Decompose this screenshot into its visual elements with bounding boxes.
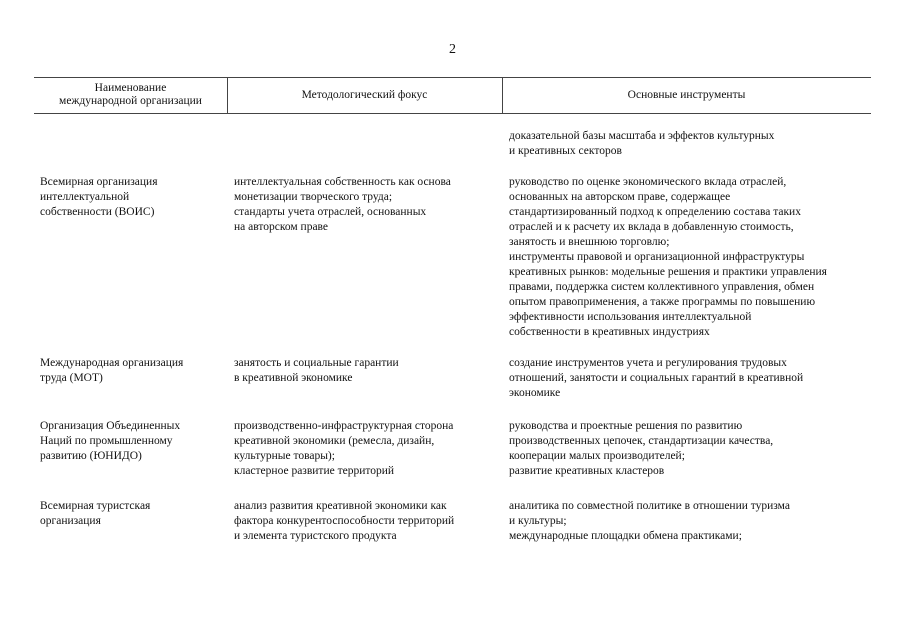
header-tools [502,77,871,113]
table-row-unido-focus: производственно-инфраструктурная сторона креативной экономики (ремесла, дизайн, культурные товары); кластерное развитие территорий [234,420,454,477]
header-focus [227,77,502,113]
table-row-unido-organization: Организация Объединенных Наций по промышленному развитию (ЮНИДО) [40,420,181,462]
table-row-unwto-tools: аналитика по совместной политике в отношении туризма и культуры; международные площадки обмена практиками; [509,500,790,542]
header-organization-text: Наименование международной организации [59,82,202,107]
table-row-wipo-tools: руководство по оценке экономического вклада отраслей, основанных на авторском праве, содержащее стандартизированный подход к определению состава таких отраслей и к расчету их вклада в добавленную стоимость, занятость и внешнюю торговлю; инструменты правовой и организационной инфраструктуры креативных рынков: модельные решения и практики управления правами, поддержка систем коллективного управления, обмен опытом правоприменения, а также программы по повышению эффективности использования интеллектуальной собственности в креативных индустриях [509,176,827,338]
table-row-unwto-focus: анализ развития креативной экономики как фактора конкурентоспособности территорий и элемента туристского продукта [234,500,455,542]
table-row-unwto-organization: Всемирная туристская организация [40,500,151,527]
table-row-ilo-focus: занятость и социальные гарантии в креативной экономике [234,357,399,384]
continuation-cell: доказательной базы масштаба и эффектов культурных и креативных секторов [509,130,775,157]
table-row-wipo-organization: Всемирная организация интеллектуальной собственности (ВОИС) [40,176,158,218]
header-focus-text: Методологический фокус [301,88,428,101]
page-number: 2 [449,42,456,57]
table-row-ilo-tools: создание инструментов учета и регулирования трудовых отношений, занятости и социальных гарантий в креативной экономике [509,357,804,399]
table-row-unido-tools: руководства и проектные решения по развитию производственных цепочек, стандартизации качества, кооперации малых производителей; развитие креативных кластеров [509,420,774,477]
table-row-ilo-organization: Международная организация труда (МОТ) [40,357,184,384]
table-row-wipo-focus: интеллектуальная собственность как основа монетизации творческого труда; стандарты учета отраслей, основанных на авторском праве [234,176,451,233]
header-tools-text: Основные инструменты [627,88,746,101]
table-header-rule [34,113,871,114]
header-organization [34,77,227,113]
